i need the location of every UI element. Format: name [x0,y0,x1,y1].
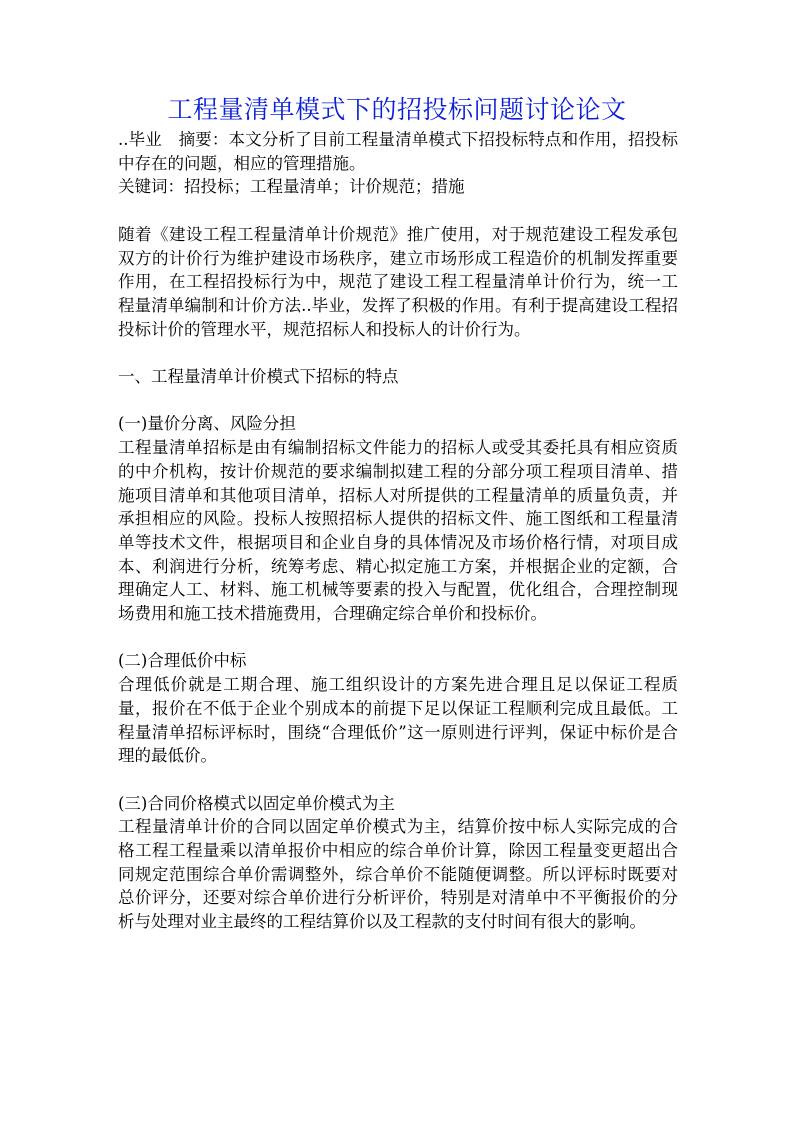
keywords-line: 关键词：招投标；工程量清单；计价规范；措施 [118,177,465,197]
subsection-heading: (三)合同价格模式以固定单价模式为主 [118,793,395,813]
subsection-paragraph: 工程量清单招标是由有编制招标文件能力的招标人或受其委托具有相应资质的中介机构，按计价规范的要求编制拟建工程的分部分项工程项目清单、措施项目清单和其他项目清单，招标人对所提供的工程量清单的质量负责，并承担相应的风险。投标人按照招标人提供的招标文件、施工图纸和工程量清单等技术文件，根据项目和企业自身的具体情况及市场价格行情，对项目成本、利润进行分析，统筹考虑、精心拟定施工方案，并根据企业的定额，合理确定人工、材料、施工机械等要素的投入与配置，优化组合，合理控制现场费用和施工技术措施费用，合理确定综合单价和投标价。 [118,438,678,624]
subsection-heading: (一)量价分离、风险分担 [118,414,296,434]
paragraph-spacer [118,389,678,413]
subsection-heading: (二)合理低价中标 [118,651,247,671]
abstract-paragraph: ..毕业 摘要：本文分析了目前工程量清单模式下招投标特点和作用，招投标中存在的问题，相应的管理措施。 [118,130,678,173]
subsection-paragraph: 工程量清单计价的合同以固定单价模式为主，结算价按中标人实际完成的合格工程工程量乘以清单报价中相应的综合单价计算，除因工程量变更超出合同规定范围综合单价需调整外，综合单价不能随便调整。所以评标时既要对总价评分，还要对综合单价进行分析评价，特别是对清单中不平衡报价的分析与处理对业主最终的工程结算价以及工程款的支付时间有很大的影响。 [118,817,678,932]
subsection-paragraph: 合理低价就是工期合理、施工组织设计的方案先进合理且足以保证工程质量，报价在不低于企业个别成本的前提下足以保证工程顺利完成且最低。工程量清单招标评标时，围绕“合理低价”这一原则进行评判，保证中标价是合理的最低价。 [118,675,678,766]
paragraph-spacer [118,768,678,792]
intro-paragraph: 随着《建设工程工程量清单计价规范》推广使用，对于规范建设工程发承包双方的计价行为维护建设市场秩序，建立市场形成工程造价的机制发挥重要作用，在工程招投标行为中，规范了建设工程工程量清单计价行为，统一工程量清单编制和计价方法..毕业，发挥了积极的作用。有利于提高建设工程招投标计价的管理水平，规范招标人和投标人的计价行为。 [118,224,678,339]
paragraph-spacer [118,199,678,223]
paragraph-spacer [118,341,678,365]
section-heading: 一、工程量清单计价模式下招标的特点 [118,367,399,386]
paragraph-spacer [118,626,678,650]
document-title: 工程量清单模式下的招投标问题讨论论文 [167,95,627,124]
document-body [118,128,678,934]
